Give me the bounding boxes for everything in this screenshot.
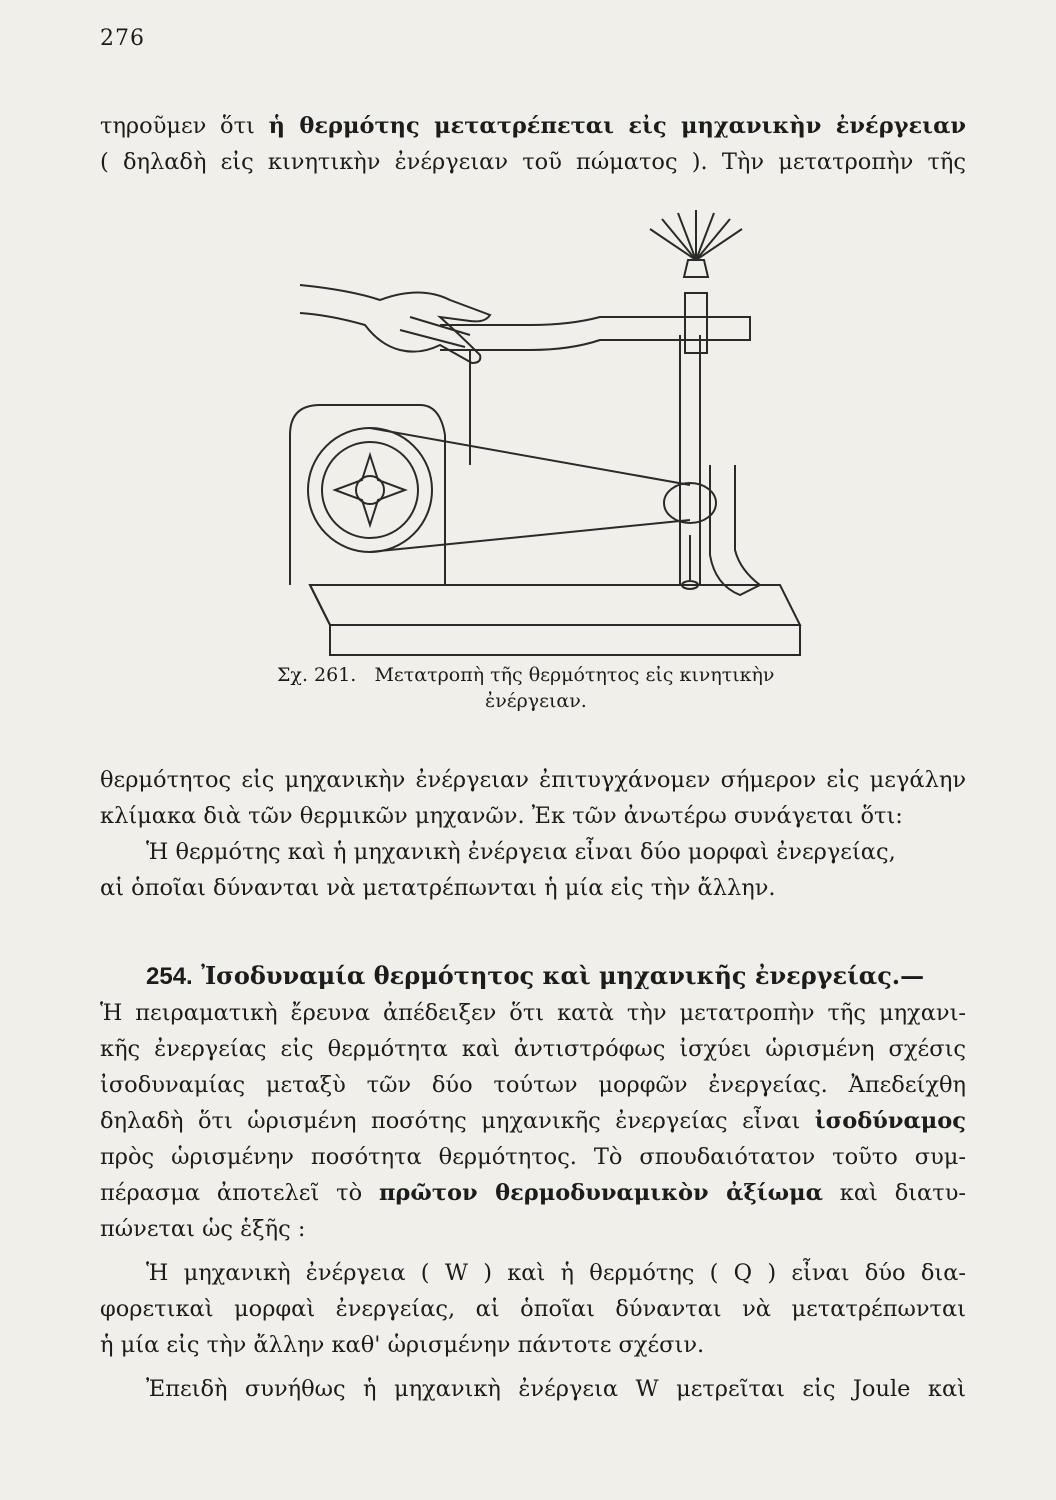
top-line-2: ( δηλαδὴ εἰς κινητικὴν ἐνέργειαν τοῦ πώματος ). Τὴν μετατροπὴν τῆς (100, 149, 966, 175)
base-plate (310, 585, 800, 625)
figure-illustration (270, 205, 810, 665)
caption-line-2: ἐνέργειαν. (485, 690, 587, 712)
section-254 (100, 958, 966, 1407)
law-line-1: Ἡ μηχανικὴ ἐνέργεια ( W ) καὶ ἡ θερμότης ( Q ) εἶναι δύο δια- (146, 1260, 966, 1286)
heat-engine-drawing (270, 205, 810, 665)
top-paragraph (100, 108, 966, 180)
emphasis-first-law: πρῶτον θερμοδυναμικὸν ἀξίωμα (378, 1180, 823, 1206)
section-line-1: Ἡ πειραματικὴ ἔρευνα ἀπέδειξεν ὅτι κατὰ τὴν μετατροπὴν τῆς μηχανι- (100, 1000, 966, 1026)
emphasis-equivalent: ἰσοδύναμος (814, 1108, 966, 1134)
section-title: Ἰσοδυναμία θερμότητος καὶ μηχανικῆς ἐνεργείας.— (201, 961, 925, 990)
last-line: Ἐπειδὴ συνήθως ἡ μηχανικὴ ἐνέργεια W μετρεῖται εἰς Joule καὶ (146, 1376, 966, 1402)
belt-top (370, 428, 690, 485)
cork (684, 260, 708, 277)
section-line-3: ἰσοδυναμίας μεταξὺ τῶν δύο τούτων μορφῶν ἐνεργείας. Ἀπεδείχθη (100, 1072, 966, 1098)
section-line-2: κῆς ἐνεργείας εἰς θερμότητα καὶ ἀντιστρόφως ἰσχύει ὡρισμένη σχέσις (100, 1036, 966, 1062)
section-heading (100, 958, 966, 995)
after-figure-paragraph (100, 762, 966, 906)
rule-line-2: αἱ ὁποῖαι δύνανται νὰ μετατρέπωνται ἡ μία εἰς τὴν ἄλλην. (100, 875, 776, 901)
figure-label: Σχ. 261. (277, 664, 357, 686)
after-line-2: κλίμακα διὰ τῶν θερμικῶν μηχανῶν. Ἐκ τῶν ἀνωτέρω συνάγεται ὅτι: (100, 803, 903, 829)
section-line-6: πέρασμα ἀποτελεῖ τὸ πρῶτον θερμοδυναμικὸν ἀξίωμα καὶ διατυ- (100, 1180, 966, 1206)
section-line-4: δηλαδὴ ὅτι ὡρισμένη ποσότης μηχανικῆς ἐνεργείας εἶναι ἰσοδύναμος (100, 1108, 966, 1134)
section-number: 254. (146, 963, 193, 990)
figure-caption (277, 662, 797, 714)
rule-line-1: Ἡ θερμότης καὶ ἡ μηχανικὴ ἐνέργεια εἶναι δύο μορφαὶ ἐνεργείας, (146, 839, 896, 865)
after-line-1: θερμότητος εἰς μηχανικὴν ἐνέργειαν ἐπιτυγχάνομεν σήμερον εἰς μεγάλην (100, 767, 966, 793)
wheel (308, 428, 432, 552)
law-line-3: ἡ μία εἰς τὴν ἄλλην καθ' ὡρισμένην πάντοτε σχέσιν. (100, 1332, 705, 1358)
belt-bottom (370, 520, 690, 552)
top-line-1: τηροῦμεν ὅτι ἡ θερμότης μετατρέπεται εἰς μηχανικὴν ἐνέργειαν (100, 113, 966, 139)
emphasis-heat-to-mechanical: ἡ θερμότης μετατρέπεται εἰς μηχανικὴν ἐνέργειαν (268, 113, 966, 139)
base-plate-edge (330, 625, 800, 655)
law-line-2: φορετικαὶ μορφαὶ ἐνεργείας, αἱ ὁποῖαι δύνανται νὰ μετατρέπωνται (100, 1296, 966, 1322)
section-line-5: πρὸς ὡρισμένην ποσότητα θερμότητος. Τὸ σπουδαιότατον τοῦτο συμ- (100, 1144, 966, 1170)
arm (440, 317, 750, 350)
tube (685, 293, 707, 353)
pulley (664, 483, 716, 523)
section-line-7: πώνεται ὡς ἑξῆς : (100, 1216, 306, 1242)
caption-line-1: Μετατροπὴ τῆς θερμότητος εἰς κινητικὴν (374, 664, 775, 686)
page-number: 276 (100, 26, 145, 51)
wheel-housing (290, 405, 445, 585)
